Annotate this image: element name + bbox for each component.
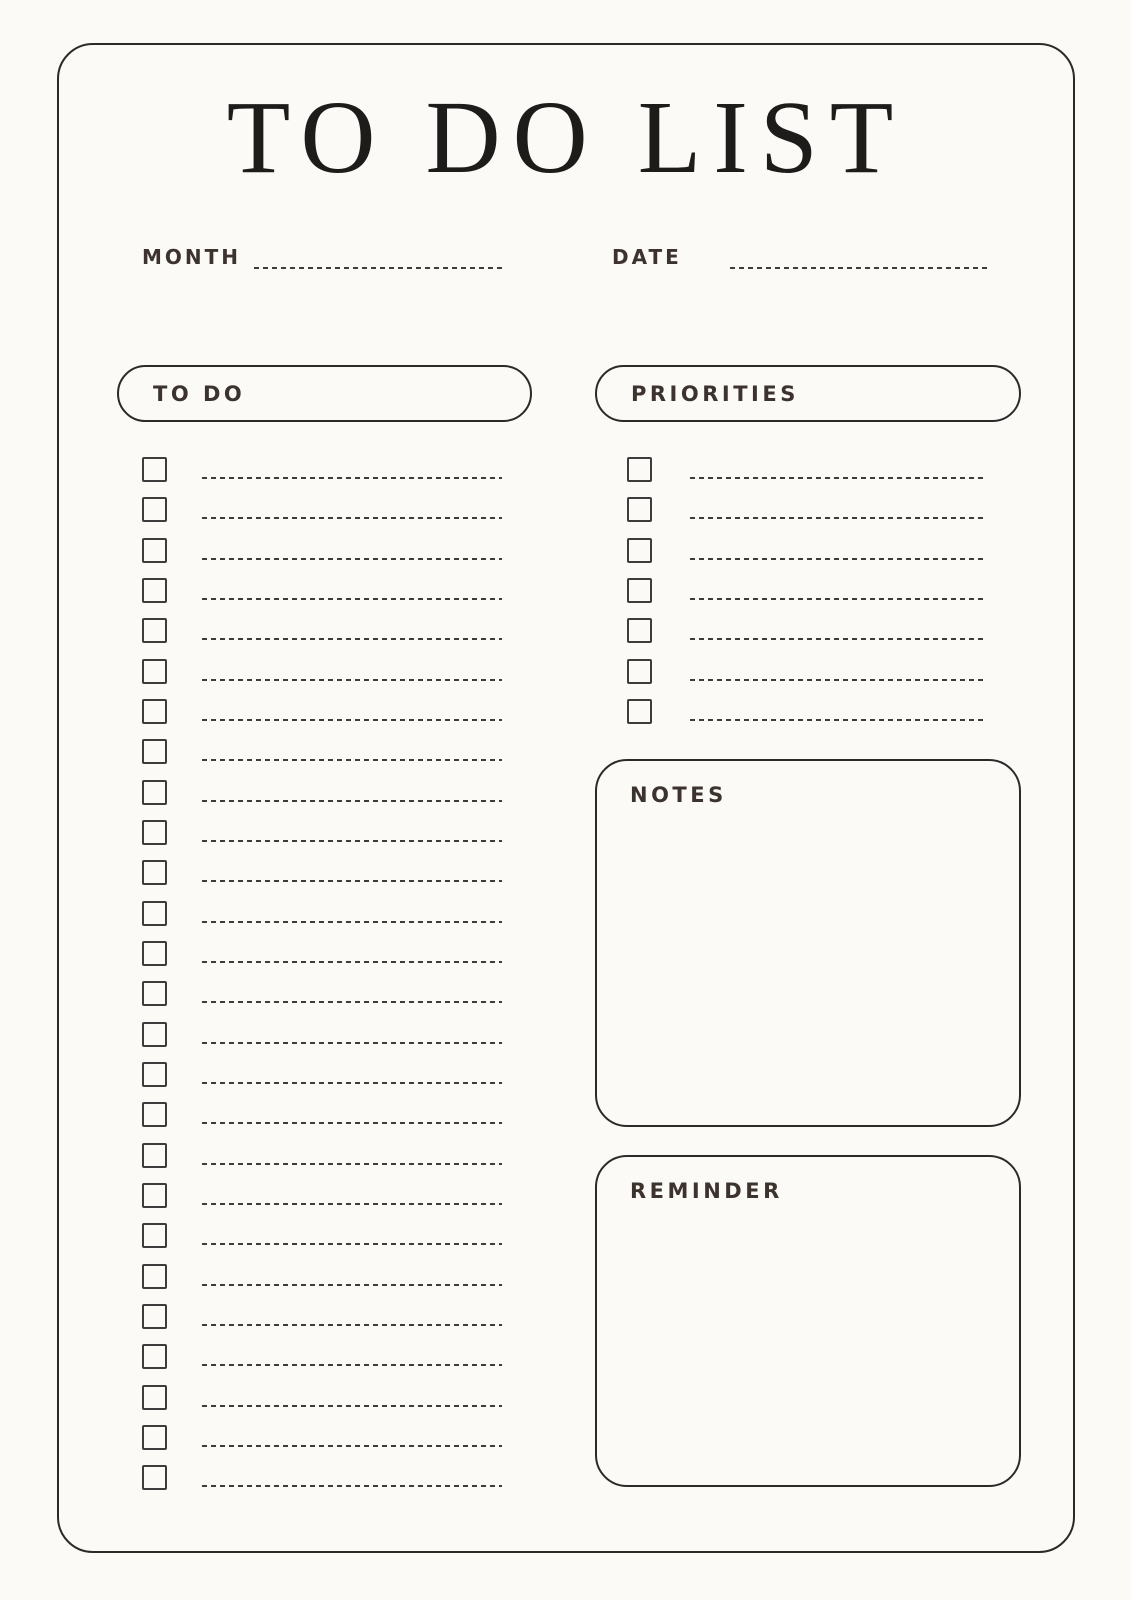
date-input-line[interactable]: [730, 267, 987, 269]
todo-task-line[interactable]: [202, 1405, 502, 1407]
todo-row: [142, 1304, 502, 1344]
priority-task-line[interactable]: [690, 598, 987, 600]
todo-task-line[interactable]: [202, 558, 502, 560]
todo-task-line[interactable]: [202, 477, 502, 479]
todo-section-header: [117, 365, 532, 422]
todo-row: [142, 860, 502, 900]
priority-checkbox[interactable]: [627, 618, 652, 643]
priority-row: [627, 659, 987, 699]
todo-checkbox[interactable]: [142, 941, 167, 966]
priority-checkbox[interactable]: [627, 659, 652, 684]
priorities-section-label: PRIORITIES: [631, 381, 799, 406]
todo-task-line[interactable]: [202, 719, 502, 721]
todo-checkbox[interactable]: [142, 699, 167, 724]
todo-checkbox[interactable]: [142, 780, 167, 805]
todo-checkbox[interactable]: [142, 1022, 167, 1047]
todo-task-line[interactable]: [202, 880, 502, 882]
todo-row: [142, 739, 502, 779]
todo-checkbox[interactable]: [142, 578, 167, 603]
todo-checkbox[interactable]: [142, 820, 167, 845]
priority-task-line[interactable]: [690, 558, 987, 560]
todo-row: [142, 538, 502, 578]
todo-checkbox[interactable]: [142, 1304, 167, 1329]
todo-row: [142, 820, 502, 860]
priority-task-line[interactable]: [690, 679, 987, 681]
todo-task-line[interactable]: [202, 1324, 502, 1326]
todo-checkbox[interactable]: [142, 1344, 167, 1369]
todo-checkbox[interactable]: [142, 538, 167, 563]
priorities-list: [627, 457, 987, 739]
priority-row: [627, 578, 987, 618]
reminder-label: REMINDER: [630, 1179, 783, 1203]
todo-row: [142, 1264, 502, 1304]
todo-task-line[interactable]: [202, 1243, 502, 1245]
todo-task-line[interactable]: [202, 1445, 502, 1447]
todo-task-line[interactable]: [202, 1082, 502, 1084]
priority-row: [627, 497, 987, 537]
todo-row: [142, 699, 502, 739]
todo-row: [142, 1425, 502, 1465]
todo-task-line[interactable]: [202, 1364, 502, 1366]
todo-task-line[interactable]: [202, 598, 502, 600]
todo-task-line[interactable]: [202, 517, 502, 519]
priority-task-line[interactable]: [690, 719, 987, 721]
todo-row: [142, 578, 502, 618]
notes-label: NOTES: [630, 783, 727, 807]
todo-checkbox[interactable]: [142, 1062, 167, 1087]
priority-task-line[interactable]: [690, 517, 987, 519]
priority-row: [627, 699, 987, 739]
todo-checkbox[interactable]: [142, 981, 167, 1006]
priority-checkbox[interactable]: [627, 699, 652, 724]
todo-checkbox[interactable]: [142, 457, 167, 482]
todo-row: [142, 981, 502, 1021]
todo-list: [142, 457, 502, 1506]
todo-checkbox[interactable]: [142, 1465, 167, 1490]
todo-row: [142, 780, 502, 820]
todo-checkbox[interactable]: [142, 1223, 167, 1248]
notes-box[interactable]: [595, 759, 1021, 1127]
todo-row: [142, 901, 502, 941]
todo-checkbox[interactable]: [142, 1264, 167, 1289]
todo-checkbox[interactable]: [142, 901, 167, 926]
todo-checkbox[interactable]: [142, 1425, 167, 1450]
todo-section-label: TO DO: [153, 381, 246, 406]
todo-row: [142, 1344, 502, 1384]
todo-task-line[interactable]: [202, 1485, 502, 1487]
todo-checkbox[interactable]: [142, 1102, 167, 1127]
todo-task-line[interactable]: [202, 759, 502, 761]
page-title: TO DO LIST: [226, 80, 906, 195]
priority-checkbox[interactable]: [627, 457, 652, 482]
priority-row: [627, 457, 987, 497]
todo-row: [142, 457, 502, 497]
month-label: MONTH: [142, 245, 242, 269]
todo-row: [142, 497, 502, 537]
priority-task-line[interactable]: [690, 638, 987, 640]
todo-task-line[interactable]: [202, 638, 502, 640]
todo-task-line[interactable]: [202, 1284, 502, 1286]
todo-row: [142, 1143, 502, 1183]
todo-row: [142, 659, 502, 699]
todo-checkbox[interactable]: [142, 659, 167, 684]
priority-row: [627, 618, 987, 658]
date-label: DATE: [612, 245, 682, 269]
todo-checkbox[interactable]: [142, 1385, 167, 1410]
todo-task-line[interactable]: [202, 1042, 502, 1044]
priority-task-line[interactable]: [690, 477, 987, 479]
priority-checkbox[interactable]: [627, 578, 652, 603]
todo-row: [142, 618, 502, 658]
page-card: [57, 43, 1075, 1553]
todo-task-line[interactable]: [202, 800, 502, 802]
priority-row: [627, 538, 987, 578]
todo-task-line[interactable]: [202, 1163, 502, 1165]
todo-task-line[interactable]: [202, 961, 502, 963]
priority-checkbox[interactable]: [627, 497, 652, 522]
reminder-box[interactable]: [595, 1155, 1021, 1487]
todo-row: [142, 1223, 502, 1263]
priority-checkbox[interactable]: [627, 538, 652, 563]
todo-checkbox[interactable]: [142, 497, 167, 522]
month-input-line[interactable]: [254, 267, 502, 269]
todo-task-line[interactable]: [202, 679, 502, 681]
todo-row: [142, 1183, 502, 1223]
todo-row: [142, 1385, 502, 1425]
todo-checkbox[interactable]: [142, 618, 167, 643]
todo-checkbox[interactable]: [142, 739, 167, 764]
todo-row: [142, 941, 502, 981]
todo-row: [142, 1102, 502, 1142]
todo-checkbox[interactable]: [142, 860, 167, 885]
todo-row: [142, 1022, 502, 1062]
todo-row: [142, 1465, 502, 1505]
todo-task-line[interactable]: [202, 1001, 502, 1003]
todo-task-line[interactable]: [202, 1203, 502, 1205]
priorities-section-header: [595, 365, 1021, 422]
todo-task-line[interactable]: [202, 840, 502, 842]
todo-row: [142, 1062, 502, 1102]
todo-checkbox[interactable]: [142, 1143, 167, 1168]
todo-checkbox[interactable]: [142, 1183, 167, 1208]
todo-task-line[interactable]: [202, 921, 502, 923]
todo-task-line[interactable]: [202, 1122, 502, 1124]
